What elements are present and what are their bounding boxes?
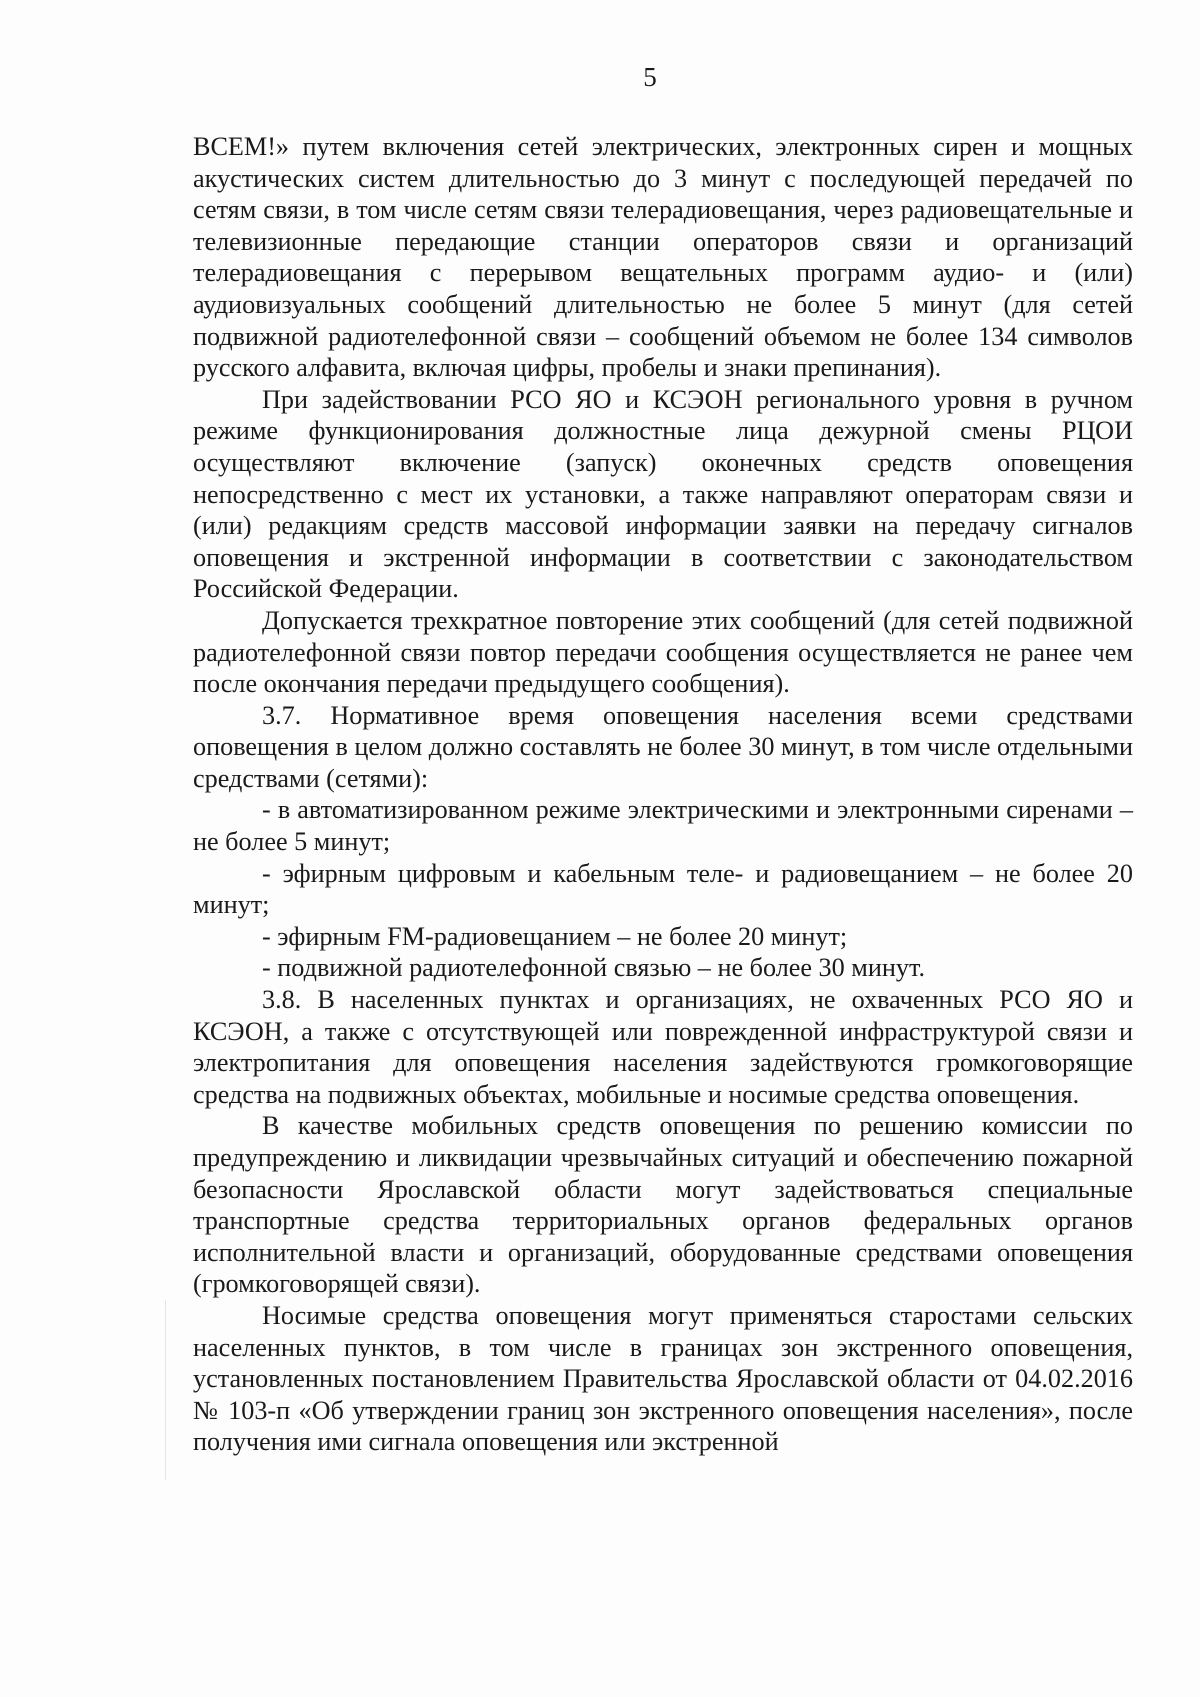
list-item-mobile-network: - подвижной радиотелефонной связью – не более 30 минут. <box>262 953 926 983</box>
paragraph-continuation: ВСЕМ!» путем включения сетей электрических, электронных сирен и мощных акустических систем длительностью до 3 минут с последующей передачей по сетям связи, в том числе сетям связи телерадиовещания, через радиовещательные и телевизионные передающие станции операторов связи и организаций телерадиовещания с перерывом вещательных программ аудио- и (или) аудиовизуальных сообщений длительностью не более 5 минут (для сетей подвижной радиотелефонной связи – сообщений объемом не более 134 символов русского алфавита, включая цифры, пробелы и знаки препинания). <box>193 132 1133 383</box>
list-item-sirens: - в автоматизированном режиме электрическими и электронными сиренами – не более 5 минут; <box>193 795 1133 857</box>
paragraph-3-8: 3.8. В населенных пунктах и организациях, не охваченных РСО ЯО и КСЭОН, а также с отсутствующей или поврежденной инфраструктурой связи и электропитания для оповещения населения задействуются громкоговорящие средства на подвижных объектах, мобильные и носимые средства оповещения. <box>193 985 1133 1109</box>
page-number: 5 <box>643 62 657 92</box>
paragraph-manual-mode: При задействовании РСО ЯО и КСЭОН регионального уровня в ручном режиме функционирования должностные лица дежурной смены РЦОИ осуществляют включение (запуск) оконечных средств оповещения непосредственно с мест их установки, а также направляют операторам связи и (или) редакциям средств массовой информации заявки на передачу сигналов оповещения и экстренной информации в соответствии с законодательством Российской Федерации. <box>193 384 1133 604</box>
list-item-digital-broadcast: - эфирным цифровым и кабельным теле- и радиовещанием – не более 20 минут; <box>193 858 1133 920</box>
paragraph-3-7: 3.7. Нормативное время оповещения населения всеми средствами оповещения в целом должно составлять не более 30 минут, в том числе отдельными средствами (сетями): <box>193 700 1133 793</box>
scan-margin-line <box>165 1300 166 1480</box>
paragraph-mobile-means: В качестве мобильных средств оповещения по решению комиссии по предупреждению и ликвидации чрезвычайных ситуаций и обеспечению пожарной безопасности Ярославской области могут задействоваться специальные транспортные средства территориальных органов федеральных органов исполнительной власти и организаций, оборудованные средствами оповещения (громкоговорящей связи). <box>193 1111 1133 1299</box>
body-text <box>193 131 1133 1458</box>
paragraph-repeat: Допускается трехкратное повторение этих сообщений (для сетей подвижной радиотелефонной связи повтор передачи сообщения осуществляется не ранее чем после окончания передачи предыдущего сообщения). <box>193 605 1133 699</box>
paragraph-portable-means: Носимые средства оповещения могут применяться старостами сельских населенных пунктов, в том числе в границах зон экстренного оповещения, установленных постановлением Правительства Ярославской области от 04.02.2016 № 103-п «Об утверждении границ зон экстренного оповещения населения», после получения ими сигнала оповещения или экстренной <box>193 1300 1133 1457</box>
list-item-fm-broadcast: - эфирным FM-радиовещанием – не более 20 минут; <box>262 921 848 951</box>
